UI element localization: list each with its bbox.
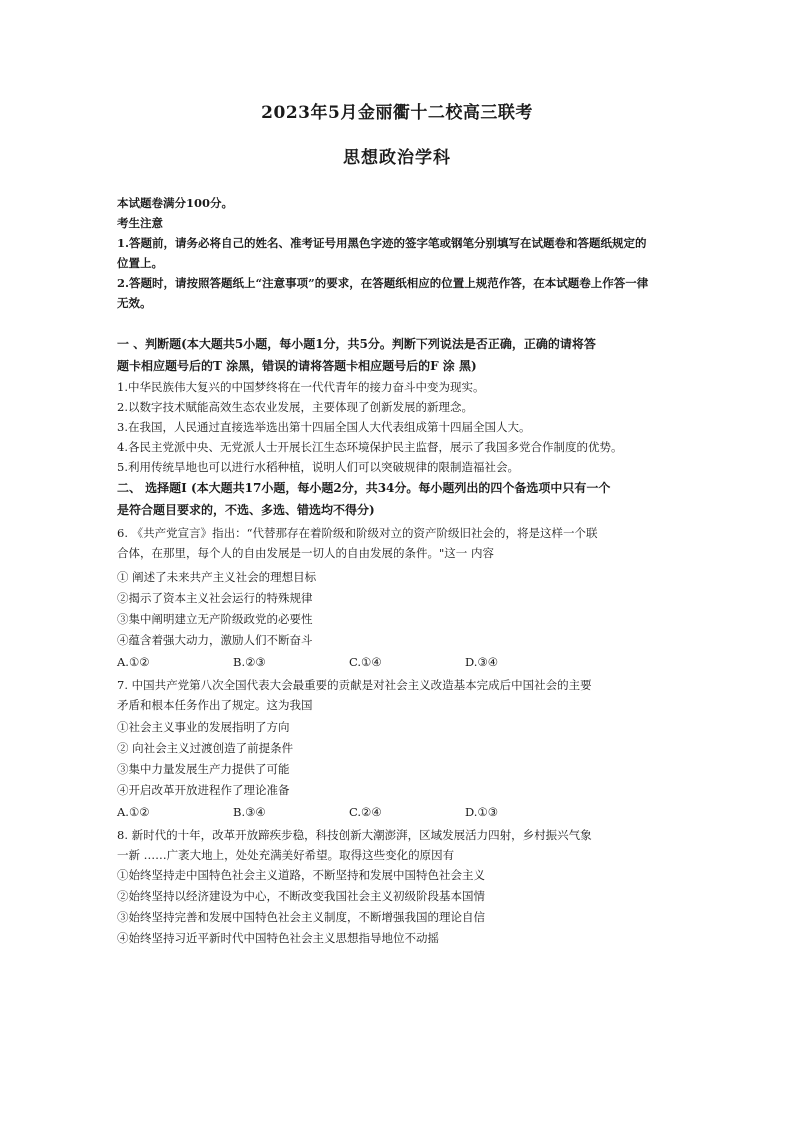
notice-heading: 考生注意 bbox=[117, 216, 163, 230]
q8-option-2: ②始终坚持以经济建设为中心，不断改变我国社会主义初级阶段基本国情 bbox=[117, 889, 485, 903]
q7-stem-line-2: 矛盾和根本任务作出了规定。这为我国 bbox=[117, 698, 313, 712]
q6-option-3: ③集中阐明建立无产阶级政党的必要性 bbox=[117, 612, 313, 626]
judgment-item-3: 3.在我国，人民通过直接选举选出第十四届全国人大代表组成第十四届全国人大。 bbox=[117, 420, 531, 434]
notice-item-1-line-2: 位置上。 bbox=[117, 256, 163, 270]
q6-choice-d: D.③④ bbox=[465, 655, 499, 669]
judgment-item-4: 4.各民主党派中央、无党派人士开展长江生态环境保护民主监督，展示了我国多党合作制度的优势。 bbox=[117, 440, 623, 454]
q8-option-4: ④始终坚持习近平新时代中国特色社会主义思想指导地位不动摇 bbox=[117, 931, 439, 945]
q6-choices bbox=[117, 652, 677, 673]
q6-option-2: ②揭示了资本主义社会运行的特殊规律 bbox=[117, 591, 313, 605]
q6-stem-line-1: 6. 《共产党宣言》指出：“代替那存在着阶级和阶级对立的资产阶级旧社会的，将是这样一个联 bbox=[117, 526, 598, 540]
q7-option-3: ③集中力量发展生产力提供了可能 bbox=[117, 762, 290, 776]
section-2-header-line-1: 二、 选择题I (本大题共17小题，每小题2分，共34分。每小题列出的四个备选项中只有一个 bbox=[117, 481, 611, 495]
q8-option-1: ①始终坚持走中国特色社会主义道路，不断坚持和发展中国特色社会主义 bbox=[117, 868, 485, 882]
exam-title: 2023年5月金丽衢十二校高三联考 bbox=[261, 103, 533, 123]
q7-choice-c: C.②④ bbox=[349, 805, 382, 819]
notice-item-1-line-1: 1.答题前，请务必将自己的姓名、准考证号用黑色字迹的签字笔或钢笔分别填写在试题卷和答题纸规定的 bbox=[117, 236, 647, 250]
notice-item-2-line-2: 无效。 bbox=[117, 296, 152, 310]
q6-choice-b: B.②③ bbox=[233, 655, 266, 669]
judgment-item-1: 1.中华民族伟大复兴的中国梦终将在一代代青年的接力奋斗中变为现实。 bbox=[117, 380, 485, 394]
score-note: 本试题卷满分100分。 bbox=[117, 196, 234, 210]
q7-option-1: ①社会主义事业的发展指明了方向 bbox=[117, 720, 290, 734]
q8-stem-line-1: 8. 新时代的十年，改革开放蹄疾步稳，科技创新大潮澎湃，区域发展活力四射，乡村振兴气象 bbox=[117, 828, 592, 842]
q7-option-4: ④开启改革开放进程作了理论准备 bbox=[117, 783, 290, 797]
q6-stem-line-2: 合体，在那里，每个人的自由发展是一切人的自由发展的条件。"这一 内容 bbox=[117, 546, 494, 560]
q7-choice-d: D.①③ bbox=[465, 805, 499, 819]
q7-choices bbox=[117, 802, 677, 823]
section-1-header-line-1: 一 、判断题(本大题共5小题，每小题1分，共5分。判断下列说法是否正确，正确的请将答 bbox=[117, 337, 596, 351]
q8-stem-line-2: 一新 ……广袤大地上，处处充满美好希望。取得这些变化的原因有 bbox=[117, 848, 455, 862]
q8-option-3: ③始终坚持完善和发展中国特色社会主义制度，不断增强我国的理论自信 bbox=[117, 910, 485, 924]
q7-stem-line-1: 7. 中国共产党第八次全国代表大会最重要的贡献是对社会主义改造基本完成后中国社会的主要 bbox=[117, 678, 592, 692]
q6-option-1: ① 阐述了未来共产主义社会的理想目标 bbox=[117, 570, 317, 584]
judgment-item-5: 5.利用传统旱地也可以进行水稻种植，说明人们可以突破规律的限制造福社会。 bbox=[117, 460, 519, 474]
judgment-item-2: 2.以数字技术赋能高效生态农业发展，主要体现了创新发展的新理念。 bbox=[117, 400, 473, 414]
subject-title: 思想政治学科 bbox=[343, 148, 451, 168]
q7-option-2: ② 向社会主义过渡创造了前提条件 bbox=[117, 741, 294, 755]
section-2-header-line-2: 是符合题目要求的，不选、多选、错选均不得分) bbox=[117, 503, 375, 517]
q6-choice-a: A.①② bbox=[117, 655, 150, 669]
section-1-header-line-2: 题卡相应题号后的T 涂黑，错误的请将答题卡相应题号后的F 涂 黑) bbox=[117, 359, 477, 373]
q6-choice-c: C.①④ bbox=[349, 655, 382, 669]
q7-choice-a: A.①② bbox=[117, 805, 150, 819]
notice-item-2-line-1: 2.答题时，请按照答题纸上“注意事项”的要求，在答题纸相应的位置上规范作答，在本试题卷上作答一律 bbox=[117, 276, 649, 290]
exam-content bbox=[117, 193, 677, 949]
q7-choice-b: B.③④ bbox=[233, 805, 266, 819]
q6-option-4: ④蕴含着强大动力，激励人们不断奋斗 bbox=[117, 633, 313, 647]
